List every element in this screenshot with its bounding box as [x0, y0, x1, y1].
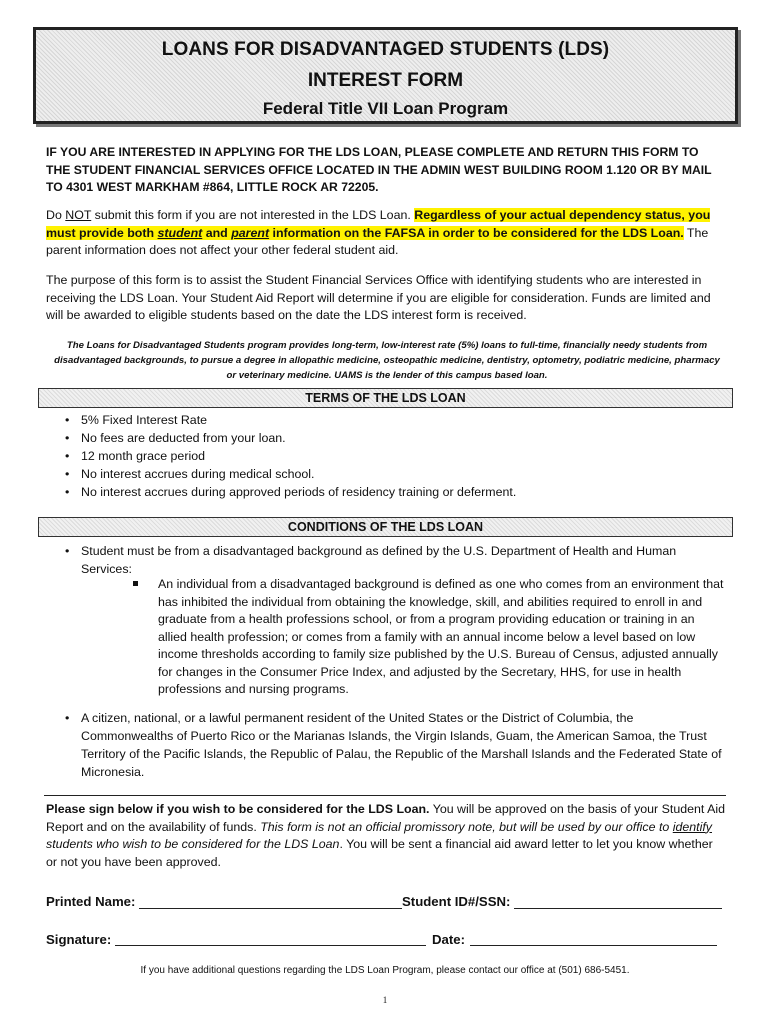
signature-text: . You will be sent a financial aid award letter to let you know whether or not you have been approved. — [46, 837, 713, 869]
square-bullet-icon — [133, 581, 138, 586]
page-number: 1 — [382, 995, 388, 1005]
student-id-label: Student ID#/SSN: — [402, 894, 511, 909]
signature-instructions — [46, 801, 726, 871]
highlight-text: Regardless of your actual dependency status, you must provide both — [46, 208, 711, 240]
conditions-heading: CONDITIONS OF THE LDS LOAN — [38, 517, 733, 537]
list-item: • No fees are deducted from your loan. — [63, 429, 516, 447]
purpose-paragraph: The purpose of this form is to assist the Student Financial Services Office with identifying students who are interested in receiving the LDS Loan. Your Student Aid Report will determine if you are eligible for consideration. Funds are limited and will be awarded to eligible students based on the date the LDS interest form is received. — [46, 273, 711, 322]
signature-italic-text: students who wish to be considered for the LDS Loan — [46, 837, 340, 851]
signature-text: You will be approved on the basis of your Student Aid Report and on the availability of funds. — [46, 802, 726, 834]
program-note: The Loans for Disadvantaged Students program provides long-term, low-interest rate (5%) loans to full-time, financially needy students from disadvantaged backgrounds, to pursue a degree in allopathic medicine, osteopathic medicine, dentistry, optometry, podiatric medicine, pharmacy or veterinary medicine. UAMS is the lender of this campus based loan. — [54, 340, 720, 381]
signature-italic-text: This form is not an official promissory note, but will be used by our office to — [260, 819, 673, 834]
notice-text: Do — [46, 208, 66, 222]
contact-info: If you have additional questions regarding the LDS Loan Program, please contact our office at (501) 686-5451. — [140, 965, 630, 976]
list-item: • No interest accrues during approved periods of residency training or deferment. — [63, 483, 516, 501]
terms-heading: TERMS OF THE LDS LOAN — [38, 388, 733, 408]
conditions-item-2 — [63, 709, 728, 781]
date-field[interactable] — [470, 932, 717, 946]
form-title-line2: INTEREST FORM — [307, 70, 464, 91]
notice-text: submit this form if you are not interested in the LDS Loan. — [91, 208, 415, 222]
notice-text: The parent information does not affect your other federal student aid. — [46, 225, 709, 257]
date-label: Date: — [432, 932, 465, 947]
title-box — [33, 27, 738, 124]
form-title: LOANS FOR DISADVANTAGED STUDENTS (LDS) — [161, 39, 610, 60]
list-item: • Student must be from a disadvantaged background as defined by the U.S. Department of Health and Human Services: — [63, 542, 728, 578]
printed-name-label: Printed Name: — [46, 894, 136, 909]
divider — [44, 795, 726, 796]
highlight-parent: parent — [231, 225, 270, 240]
signature-field[interactable] — [115, 932, 426, 946]
signature-bold-text: Please sign below if you wish to be considered for the LDS Loan. — [46, 802, 430, 816]
notice-not: NOT — [65, 208, 92, 222]
highlight-student: student — [157, 225, 203, 240]
highlight-text: information on the FAFSA in order to be considered for the LDS Loan. — [269, 225, 684, 240]
intro-instructions: IF YOU ARE INTERESTED IN APPLYING FOR THE LDS LOAN, PLEASE COMPLETE AND RETURN THIS FORM TO THE STUDENT FINANCIAL SERVICES OFFICE LOCATED IN THE ADMIN WEST BUILDING ROOM 1.120 OR BY MAIL TO 4301 WEST MARKHAM #864, LITTLE ROCK AR 72205. — [46, 145, 712, 194]
list-item: • 5% Fixed Interest Rate — [63, 411, 516, 429]
form-subtitle: Federal Title VII Loan Program — [262, 99, 509, 118]
terms-list — [63, 411, 516, 501]
signature-label: Signature: — [46, 932, 112, 947]
list-item: • A citizen, national, or a lawful permanent resident of the United States or the District of Columbia, the Commonwealths of Puerto Rico or the Marianas Islands, the Virgin Islands, Guam, the American Samoa, the Trust Territory of the Pacific Islands, the Republic of Palau, the Republic of the Marshall Islands and the Federated State of Micronesia. — [63, 709, 728, 781]
notice-paragraph — [46, 207, 726, 260]
list-item: • No interest accrues during medical school. — [63, 465, 516, 483]
list-item: • 12 month grace period — [63, 447, 516, 465]
disadvantaged-definition: An individual from a disadvantaged background is defined as one who comes from an environment that has inhibited the individual from obtaining the knowledge, skill, and abilities required to enroll in and graduate from a health professions school, or from a program providing education or training in an allied health profession; or comes from a family with an annual income below a level based on low income thresholds according to family size published by the U.S. Bureau of Census, adjusted annually for changes in the Consumer Price Index, and adjusted by the Secretary, HHS, for use in health professions and nursing programs. — [158, 577, 724, 696]
printed-name-field[interactable] — [139, 895, 402, 909]
student-id-field[interactable] — [514, 895, 722, 909]
conditions-item-1 — [63, 542, 728, 578]
signature-identify: identify — [672, 819, 712, 834]
highlight-text: and — [202, 225, 232, 240]
